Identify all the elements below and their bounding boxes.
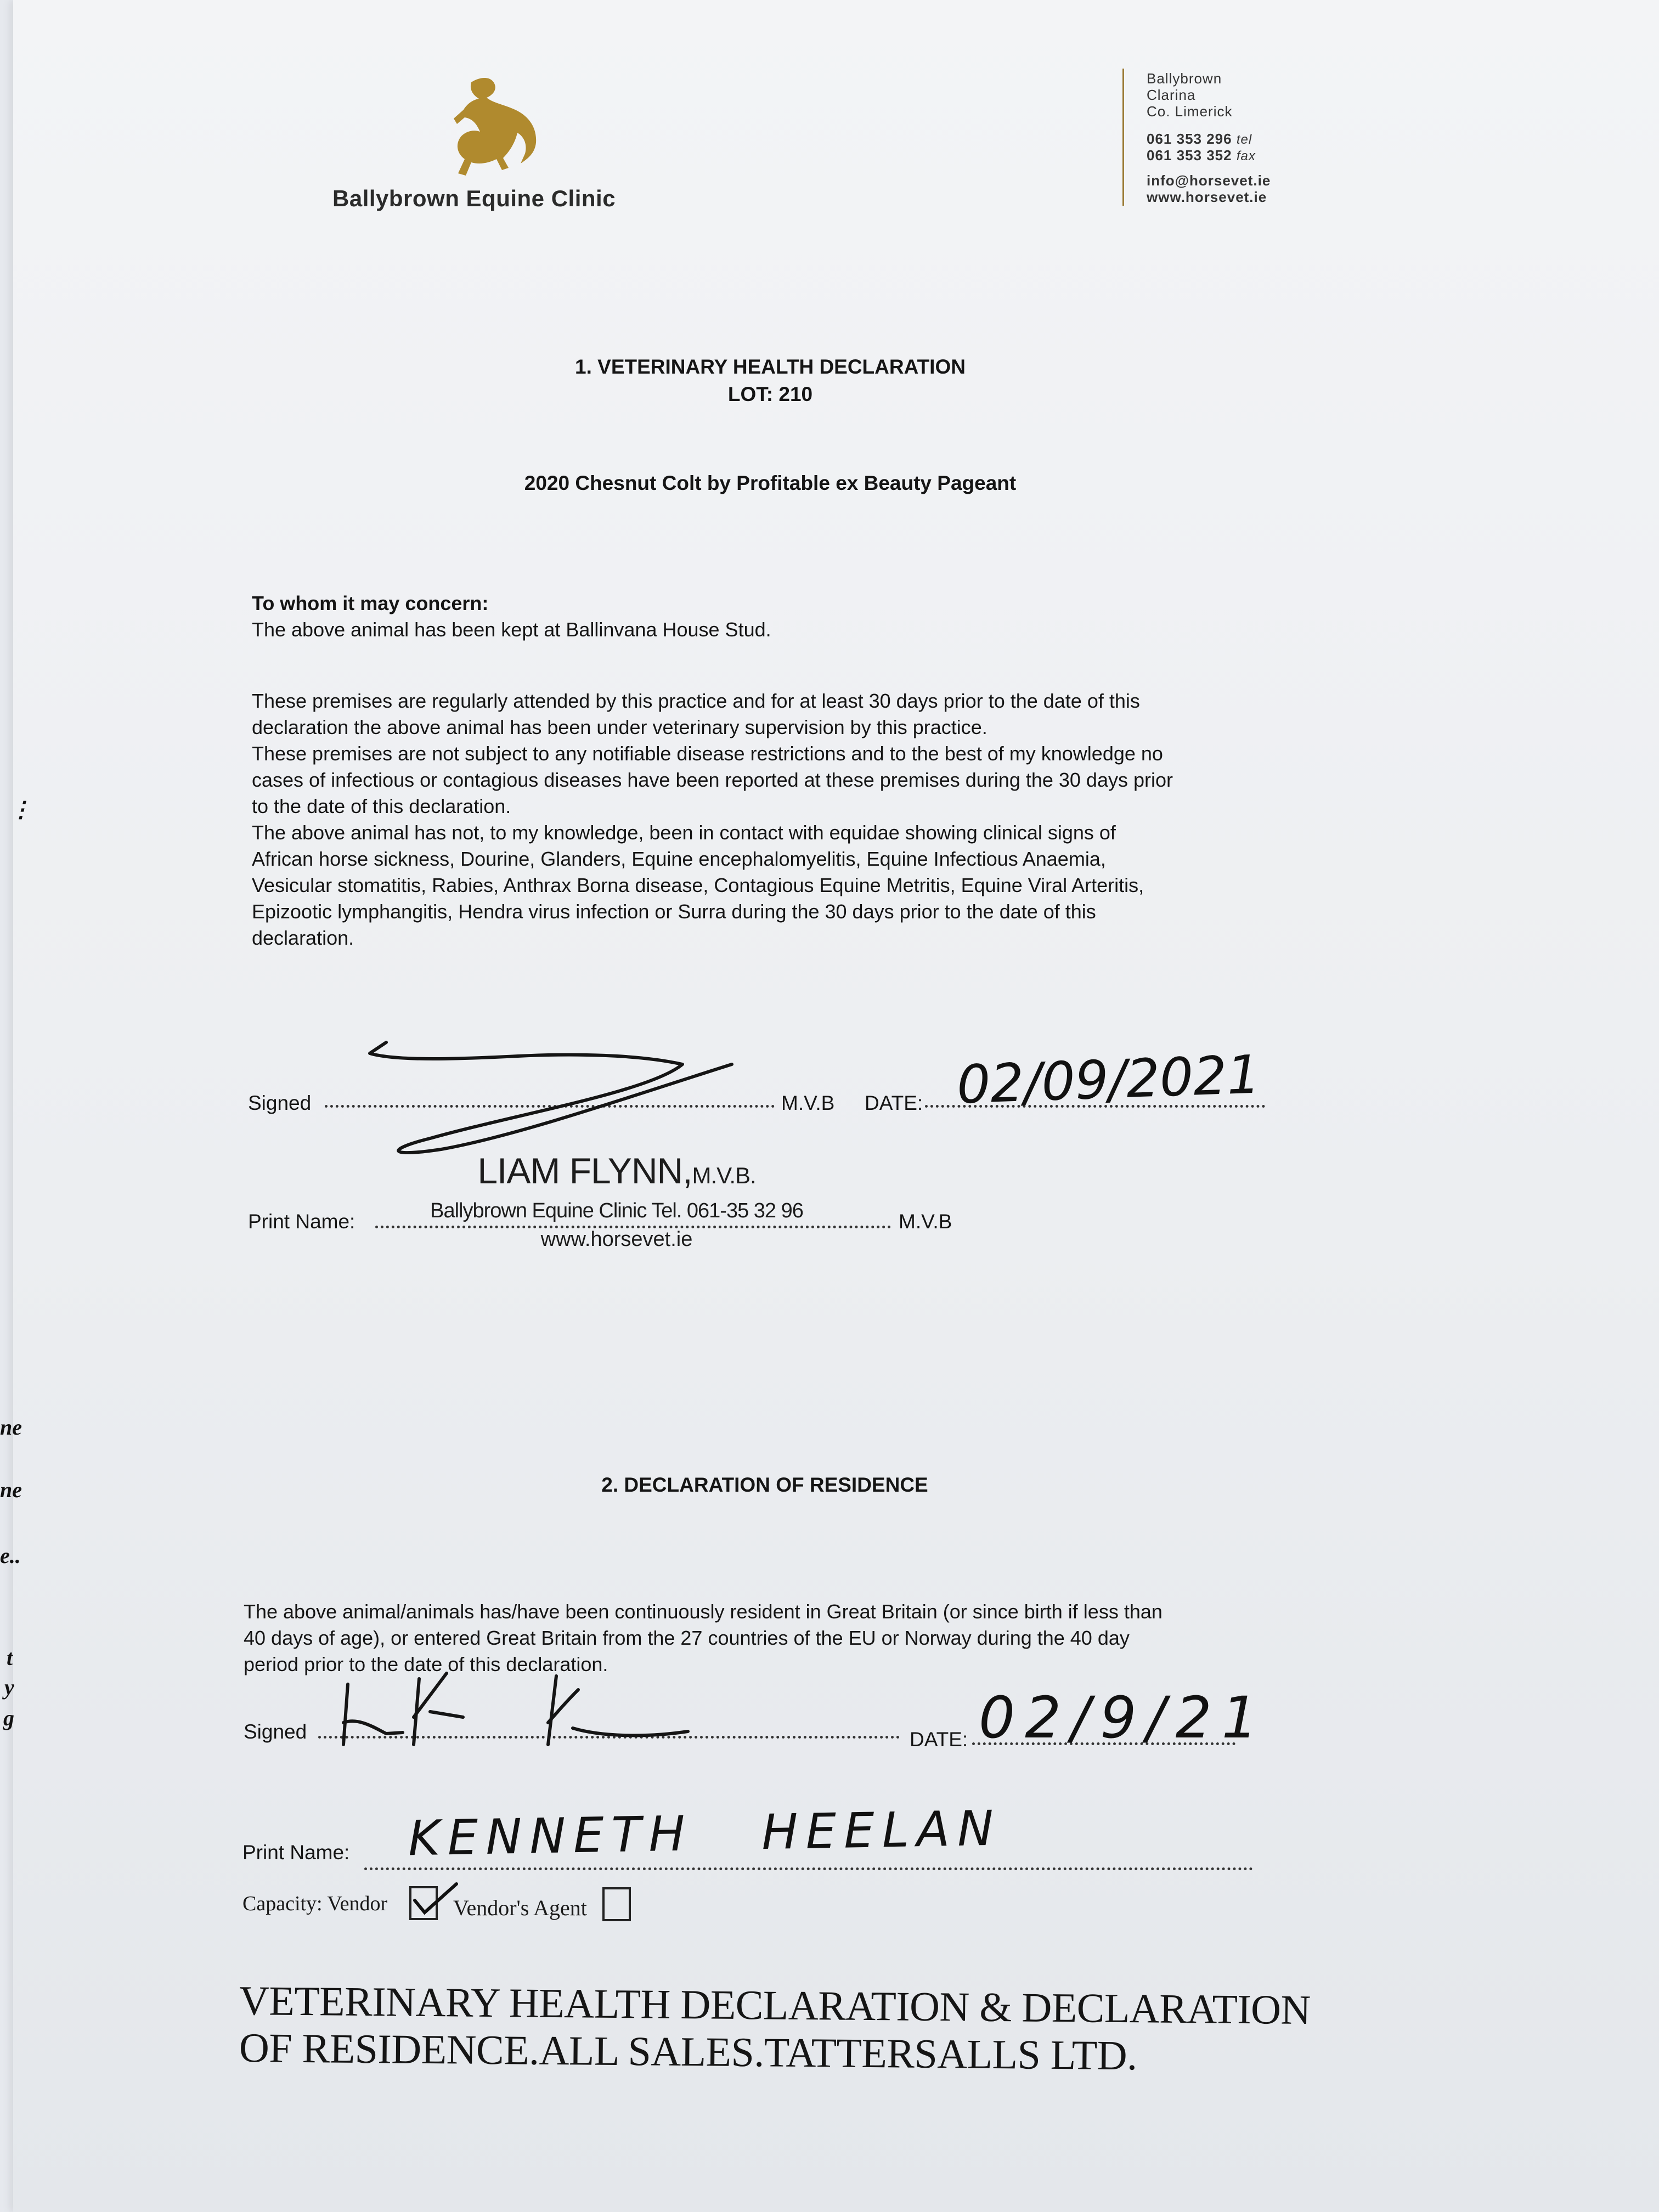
body-line: 40 days of age), or entered Great Britain from the 27 countries of the EU or Norway during the 40 day	[244, 1627, 1130, 1649]
footer-title-line2: OF RESIDENCE.ALL SALES.TATTERSALLS LTD.	[239, 2025, 1137, 2079]
body-line: The above animal/animals has/have been continuously resident in Great Britain (or since birth if less than	[244, 1600, 1163, 1623]
stamp-website: www.horsevet.ie	[540, 1228, 693, 1251]
vendor-print-name-value: KENNETH HEELAN	[408, 1799, 1002, 1867]
body-line: to the date of this declaration.	[252, 795, 511, 817]
margin-mark: g	[3, 1706, 14, 1730]
body-line: The above animal has not, to my knowledge, been in contact with equidae showing clinical signs of	[252, 821, 1116, 844]
vendor-print-name-dotted-line	[364, 1867, 1253, 1870]
vendor-signed-label: Signed	[244, 1720, 307, 1743]
fax-label: fax	[1236, 149, 1256, 163]
body-line: period prior to the date of this declaration.	[244, 1653, 608, 1675]
address-line: Clarina	[1147, 87, 1196, 103]
body-line: Vesicular stomatitis, Rabies, Anthrax Borna disease, Contagious Equine Metritis, Equine Viral Arteritis,	[252, 874, 1144, 896]
address-line: Ballybrown	[1147, 70, 1222, 87]
date-label: DATE:	[865, 1092, 923, 1114]
vet-signature	[353, 1031, 748, 1169]
section1-body	[252, 688, 1305, 951]
margin-mark: t	[7, 1645, 13, 1670]
body-line: These premises are not subject to any notifiable disease restrictions and to the best of my knowledge no	[252, 742, 1163, 765]
email-line	[1147, 172, 1271, 189]
vendor-signature	[337, 1662, 693, 1756]
kept-at-statement: The above animal has been kept at Ballinvana House Stud.	[252, 618, 771, 641]
website-line	[1147, 189, 1267, 205]
telephone-line	[1147, 131, 1252, 148]
body-line: These premises are regularly attended by this practice and for at least 30 days prior to the date of this	[252, 690, 1140, 712]
checkmark-icon	[409, 1878, 459, 1917]
document-page	[13, 0, 1659, 2212]
stamp-clinic-line: Ballybrown Equine Clinic Tel. 061-35 32 96	[430, 1199, 803, 1222]
vendor-agent-checkbox[interactable]	[602, 1887, 631, 1921]
lot-number: LOT: 210	[727, 383, 813, 405]
print-name-dotted-line	[375, 1226, 891, 1228]
body-line: Epizootic lymphangitis, Hendra virus infection or Surra during the 30 days prior to the date of this	[252, 900, 1096, 923]
section2-heading: 2. DECLARATION OF RESIDENCE	[601, 1474, 928, 1496]
print-name-label: Print Name:	[248, 1210, 356, 1233]
letterhead-divider	[1122, 69, 1124, 206]
mvb-label: M.V.B	[781, 1092, 835, 1114]
print-mvb-label: M.V.B	[899, 1210, 952, 1233]
fax-number: 061 353 352	[1147, 147, 1232, 163]
capacity-label: Capacity: Vendor	[242, 1892, 388, 1915]
footer-title-line1: VETERINARY HEALTH DECLARATION & DECLARATION	[239, 1978, 1311, 2034]
section1-date-value: 02/09/2021	[956, 1043, 1262, 1116]
address-line: Co. Limerick	[1147, 103, 1233, 120]
section2-date-value: 02/9/21	[979, 1684, 1268, 1751]
stamp-name: LIAM FLYNN,M.V.B.	[477, 1150, 756, 1191]
website-address: www.horsevet.ie	[1147, 189, 1267, 205]
margin-mark: y	[4, 1675, 14, 1700]
body-line: declaration.	[252, 927, 354, 949]
signed-label: Signed	[248, 1092, 312, 1114]
section1-heading: 1. VETERINARY HEALTH DECLARATION	[575, 356, 966, 378]
vendor-date-label: DATE:	[910, 1728, 968, 1751]
vendor-checkbox[interactable]	[409, 1886, 438, 1920]
telephone-number: 061 353 296	[1147, 131, 1232, 147]
rearing-horse-logo-icon	[433, 71, 554, 181]
clinic-name: Ballybrown Equine Clinic	[332, 185, 616, 211]
margin-mark: ⋮	[10, 797, 32, 822]
margin-mark: ne	[0, 1477, 22, 1502]
body-line: African horse sickness, Dourine, Glanders, Equine encephalomyelitis, Equine Infectious Anaemia,	[252, 848, 1106, 870]
telephone-label: tel	[1236, 132, 1252, 147]
horse-description: 2020 Chesnut Colt by Profitable ex Beauty Pageant	[524, 472, 1017, 494]
vendor-agent-label: Vendor's Agent	[453, 1895, 587, 1920]
fax-line	[1147, 147, 1256, 165]
vendor-print-name-label: Print Name:	[242, 1841, 350, 1864]
margin-mark: e..	[0, 1543, 21, 1568]
body-line: cases of infectious or contagious diseases have been reported at these premises during the 30 days prior	[252, 769, 1173, 791]
body-line: declaration the above animal has been under veterinary supervision by this practice.	[252, 716, 988, 738]
margin-mark: ne	[0, 1415, 22, 1440]
salutation: To whom it may concern:	[252, 592, 489, 614]
email-address: info@horsevet.ie	[1147, 172, 1271, 189]
